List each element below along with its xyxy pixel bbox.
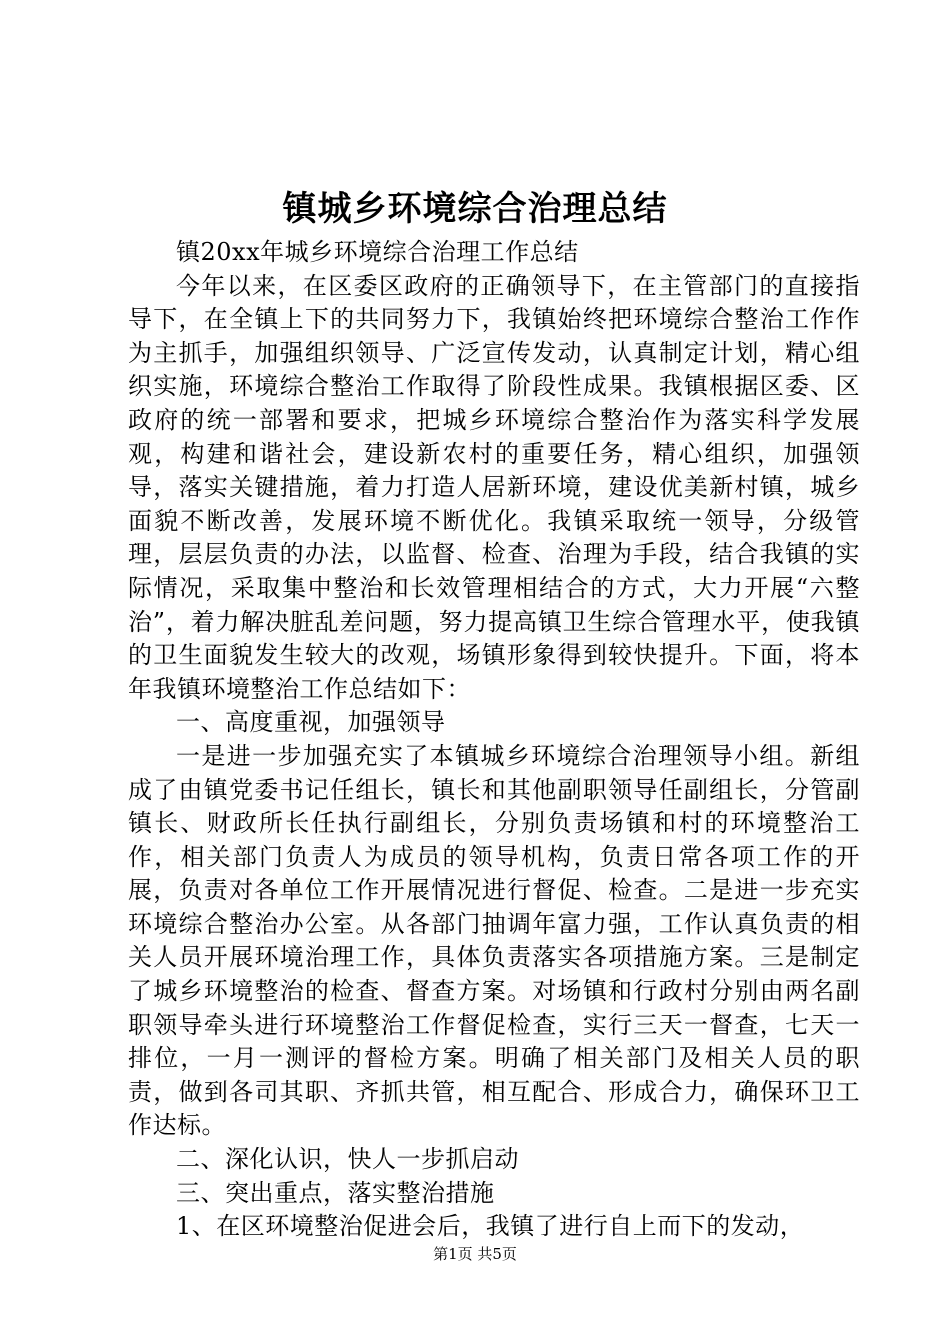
- page-footer: 第1页 共5页: [433, 1245, 517, 1263]
- section-heading-2: 二、深化认识，快人一步抓启动: [176, 1145, 519, 1174]
- subtitle-paragraph: 镇20xx年城乡环境综合治理工作总结: [176, 238, 579, 266]
- section-heading-1: 一、高度重视，加强领导: [176, 708, 446, 737]
- section-heading-3: 三、突出重点，落实整治措施: [176, 1178, 495, 1207]
- section-3-paragraph: 1、在区环境整治促进会后，我镇了进行自上而下的发动，: [176, 1212, 805, 1241]
- intro-paragraph: 今年以来，在区委区政府的正确领导下，在主管部门的直接指导下，在全镇上下的共同努力下，我镇始终把环境综合整治工作作为主抓手，加强组织领导、广泛宣传发动，认真制定计划，精心组织实施，环境综合整治工作取得了阶段性成果。我镇根据区委、区政府的统一部署和要求，把城乡环境综合整治作为落实科学发展观，构建和谐社会，建设新农村的重要任务，精心组织，加强领导，落实关键措施，着力打造人居新环境，建设优美新村镇，城乡面貌不断改善，发展环境不断优化。我镇采取统一领导，分级管理，层层负责的办法，以监督、检查、治理为手段，结合我镇的实际情况，采取集中整治和长效管理相结合的方式，大力开展“六整治”，着力解决脏乱差问题，努力提高镇卫生综合管理水平，使我镇的卫生面貌发生较大的改观，场镇形象得到较快提升。下面，将本年我镇环境整治工作总结如下：: [128, 271, 860, 703]
- document-title: 镇城乡环境综合治理总结: [282, 189, 668, 229]
- document-body: [128, 236, 860, 1244]
- section-1-paragraph: 一是进一步加强充实了本镇城乡环境综合治理领导小组。新组成了由镇党委书记任组长，镇长和其他副职领导任副组长，分管副镇长、财政所长任执行副组长，分别负责场镇和村的环境整治工作，相关部门负责人为成员的领导机构，负责日常各项工作的开展，负责对各单位工作开展情况进行督促、检查。二是进一步充实环境综合整治办公室。从各部门抽调年富力强，工作认真负责的相关人员开展环境治理工作，具体负责落实各项措施方案。三是制定了城乡环境整治的检查、督查方案。对场镇和行政村分别由两名副职领导牵头进行环境整治工作督促检查，实行三天一督查，七天一排位，一月一测评的督检方案。明确了相关部门及相关人员的职责，做到各司其职、齐抓共管，相互配合、形成合力，确保环卫工作达标。: [128, 741, 860, 1140]
